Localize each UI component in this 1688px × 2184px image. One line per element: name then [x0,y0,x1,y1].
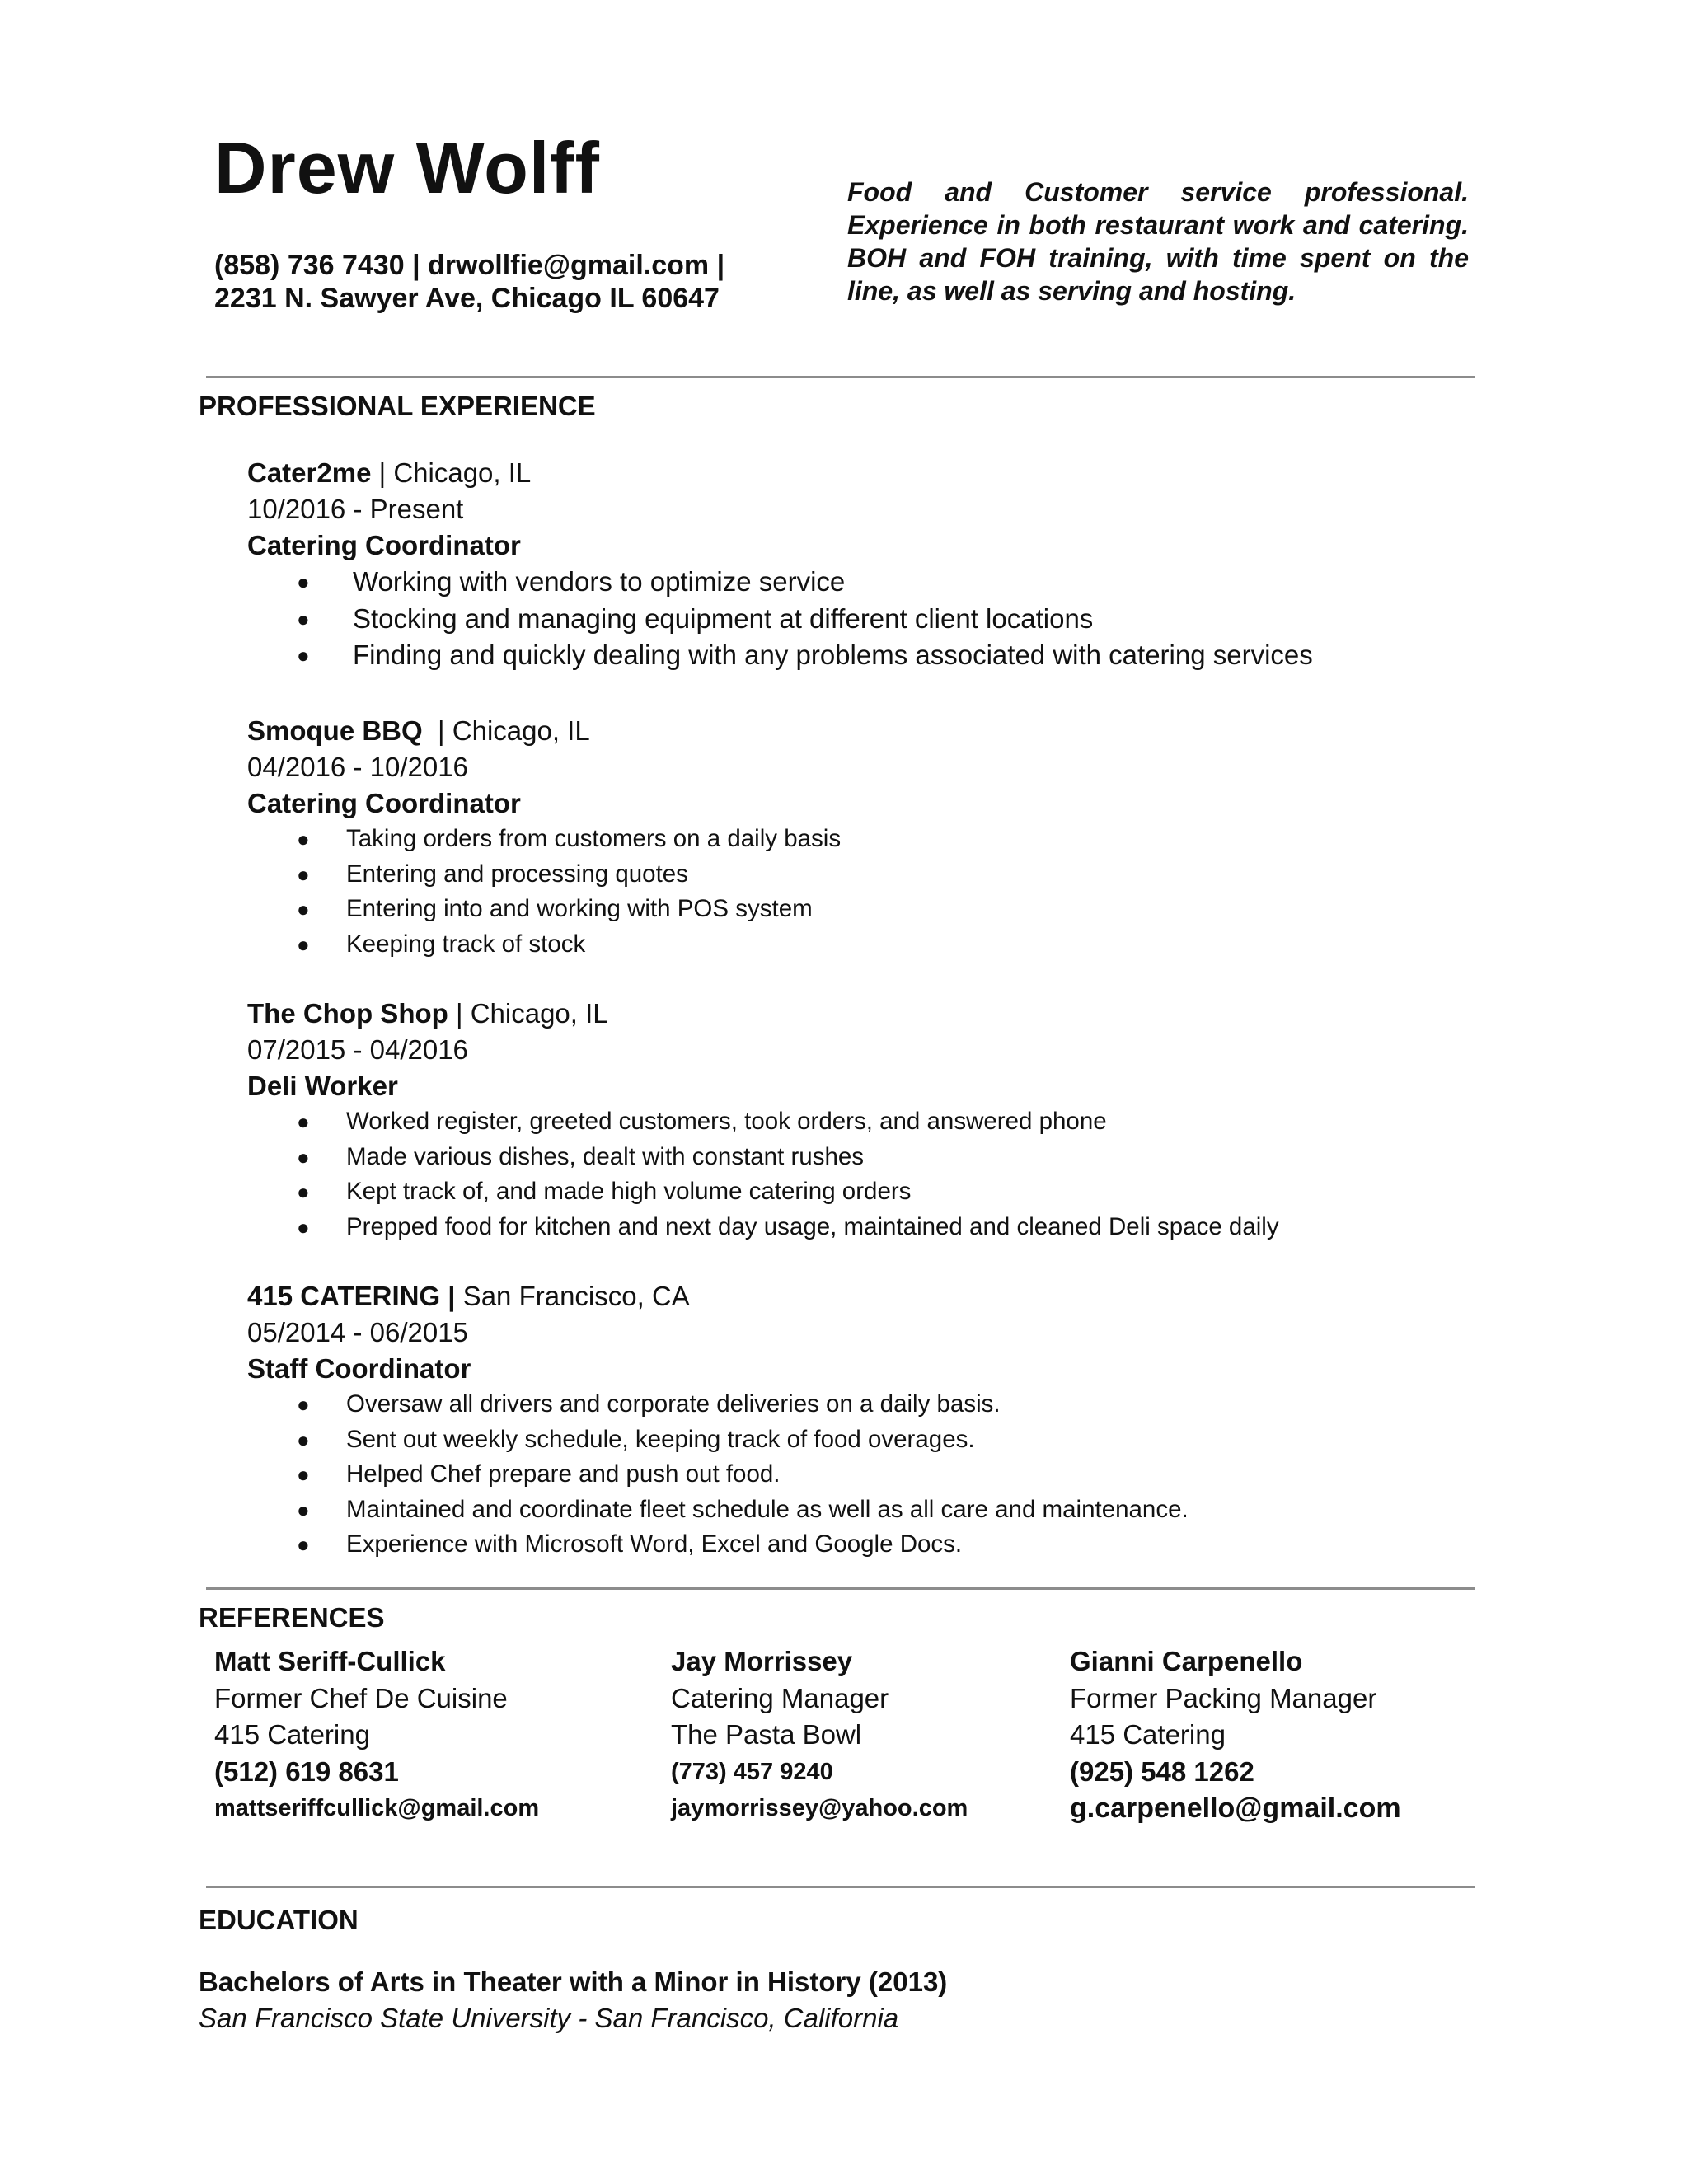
job-entry [247,1278,1484,1563]
education-school: San Francisco State University - San Francisco, California [199,2003,899,2033]
reference-name: Matt Seriff-Cullick [214,1646,446,1676]
job-duties [247,1104,1484,1244]
bullet-icon: ● [297,606,310,631]
duty-text: Entering into and working with POS system [346,895,813,922]
resume-name: Drew Wolff [214,127,600,209]
duty-text: Made various dishes, dealt with constant rushes [346,1142,865,1170]
reference-card [214,1643,643,1827]
bullet-icon: ● [297,643,310,668]
duty-text: Taking orders from customers on a daily basis [346,825,842,852]
job-company: Smoque BBQ [247,715,423,746]
job-title: Catering Coordinator [247,530,521,560]
job-title: Deli Worker [247,1071,398,1101]
list-item [247,1422,1484,1458]
contact-line-phone-email: (858) 736 7430 | drwollfie@gmail.com | [214,250,725,281]
job-duties [247,822,1484,962]
list-item [247,822,1484,857]
duty-text: Oversaw all drivers and corporate deliveries on a daily basis. [346,1390,1001,1418]
job-duties [247,1387,1484,1563]
bullet-icon: ● [297,569,310,594]
reference-company: 415 Catering [1070,1719,1226,1750]
reference-email: mattseriffcullick@gmail.com [214,1795,540,1821]
education-degree: Bachelors of Arts in Theater with a Minor in History (2013) [199,1966,948,1997]
job-dates: 05/2014 - 06/2015 [247,1317,468,1347]
list-item [247,601,1484,638]
bullet-icon: ● [297,931,310,957]
job-entry [247,455,1484,674]
bullet-icon: ● [297,1179,310,1204]
bullet-icon: ● [297,1427,310,1452]
reference-name: Jay Morrissey [671,1646,853,1676]
bullet-icon: ● [297,1109,310,1134]
duty-text: Entering and processing quotes [346,860,688,888]
duty-text: Helped Chef prepare and push out food. [346,1460,781,1488]
education-heading: EDUCATION [199,1905,359,1935]
bullet-icon: ● [297,1532,310,1557]
list-item [247,1457,1484,1493]
job-location: | Chicago, IL [371,457,532,488]
references-heading: REFERENCES [199,1602,385,1633]
job-location: San Francisco, CA [455,1281,690,1311]
job-title: Catering Coordinator [247,788,521,818]
bullet-icon: ● [297,1497,310,1522]
list-item [247,857,1484,893]
duty-text: Finding and quickly dealing with any problems associated with catering services [353,640,1313,670]
reference-email: g.carpenello@gmail.com [1070,1793,1401,1824]
reference-company: The Pasta Bowl [671,1719,862,1750]
job-dates: 07/2015 - 04/2016 [247,1034,468,1065]
duty-text: Sent out weekly schedule, keeping track of food overages. [346,1425,975,1453]
divider [206,1587,1475,1590]
list-item [247,1387,1484,1422]
bullet-icon: ● [297,827,310,851]
reference-card [671,1643,1100,1827]
bullet-icon: ● [297,1392,310,1417]
job-company-line [247,1278,1484,1315]
duty-text: Working with vendors to optimize service [353,566,846,597]
list-item [247,564,1484,601]
contact-line-address: 2231 N. Sawyer Ave, Chicago IL 60647 [214,283,720,314]
duty-text: Experience with Microsoft Word, Excel and Google Docs. [346,1530,963,1558]
list-item [247,1210,1484,1245]
bullet-icon: ● [297,1214,310,1240]
reference-phone: (512) 619 8631 [214,1755,399,1787]
list-item [247,1104,1484,1140]
job-dates: 10/2016 - Present [247,494,464,524]
reference-phone: (925) 548 1262 [1070,1755,1254,1787]
duty-text: Kept track of, and made high volume catering orders [346,1178,912,1205]
job-duties [247,564,1484,674]
job-company: The Chop Shop [247,998,448,1029]
job-entry [247,713,1484,962]
duty-text: Maintained and coordinate fleet schedule as well as all care and maintenance. [346,1495,1189,1523]
duty-text: Prepped food for kitchen and next day usage, maintained and cleaned Deli space daily [346,1212,1279,1240]
list-item [247,1493,1484,1528]
divider [206,376,1475,378]
experience-heading: PROFESSIONAL EXPERIENCE [199,391,596,421]
job-company-line [247,996,1484,1032]
duty-text: Worked register, greeted customers, took orders, and answered phone [346,1108,1107,1135]
job-title: Staff Coordinator [247,1353,471,1384]
bullet-icon: ● [297,861,310,887]
bullet-icon: ● [297,1462,310,1487]
bullet-icon: ● [297,897,310,921]
reference-email: jaymorrissey@yahoo.com [671,1795,968,1821]
bullet-icon: ● [297,1144,310,1169]
duty-text: Keeping track of stock [346,930,586,958]
job-entry [247,996,1484,1244]
duty-text: Stocking and managing equipment at different client locations [353,602,1094,634]
job-location: | Chicago, IL [448,998,608,1029]
reference-card [1070,1643,1498,1827]
reference-company: 415 Catering [214,1719,370,1750]
reference-position: Former Chef De Cuisine [214,1682,508,1713]
list-item [247,892,1484,927]
job-dates: 04/2016 - 10/2016 [247,752,468,782]
list-item [247,637,1484,674]
job-location: | Chicago, IL [422,715,590,746]
job-company: Cater2me [247,457,372,488]
list-item [247,1527,1484,1563]
professional-summary: Food and Customer service professional. Experience in both restaurant work and catering. BOH and FOH training, with time spent on the line, as well as serving and hosting. [847,177,1469,306]
job-company-line [247,713,1484,749]
list-item [247,1174,1484,1210]
list-item [247,1140,1484,1175]
contact-info [214,249,758,315]
divider [206,1886,1475,1888]
reference-phone: (773) 457 9240 [671,1758,833,1785]
job-company: 415 CATERING | [247,1281,456,1311]
reference-position: Catering Manager [671,1682,889,1713]
reference-position: Former Packing Manager [1070,1682,1377,1713]
list-item [247,927,1484,963]
reference-name: Gianni Carpenello [1070,1646,1303,1676]
job-company-line [247,455,1484,491]
